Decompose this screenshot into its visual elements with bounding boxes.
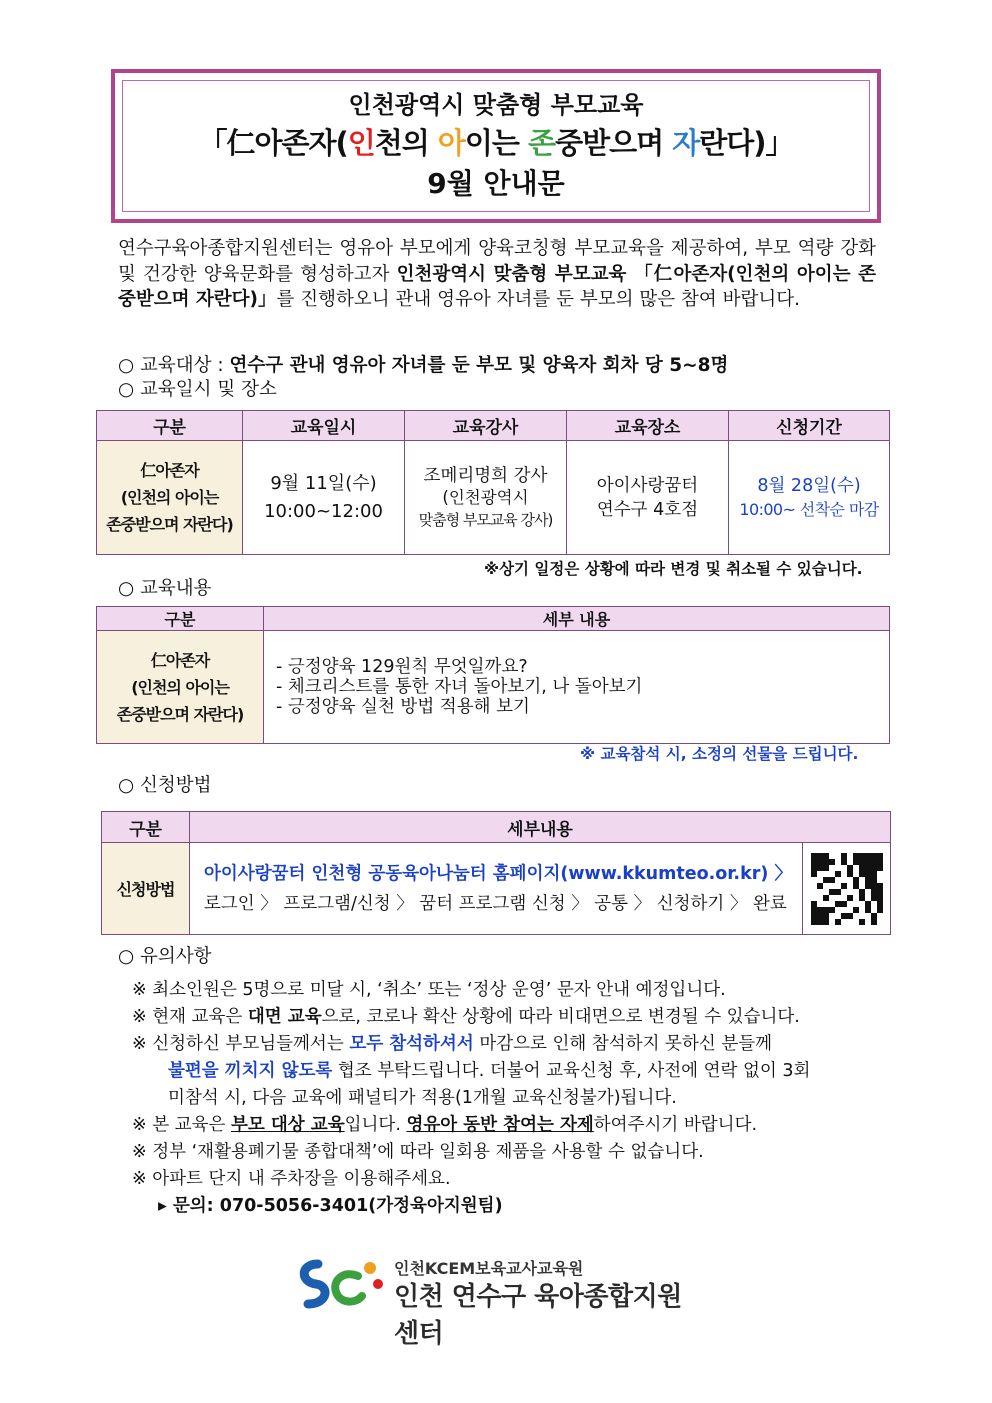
note-item-cont: 미참석 시, 다음 교육에 패널티가 적용(1개월 교육신청불가)됩니다. bbox=[168, 1088, 677, 1108]
place-line: 아이사랑꿈터 bbox=[596, 475, 699, 496]
intro-paragraph bbox=[118, 236, 876, 313]
target-value: 연수구 관내 영유아 자녀를 둔 부모 및 양육자 회차 당 5~8명 bbox=[229, 355, 729, 376]
note-item bbox=[132, 1004, 892, 1031]
schedule-period-cell bbox=[729, 441, 890, 555]
content-item: - 긍정양육 실천 방법 적용해 보기 bbox=[276, 697, 530, 717]
note-item: ※ 정부 ‘재활용폐기물 종합대책’에 따라 일회용 제품을 사용할 수 없습니다. bbox=[132, 1142, 704, 1162]
period-line: 10:00~ 선착순 마감 bbox=[739, 499, 879, 519]
note-underline: 부모 대상 교육 bbox=[230, 1115, 345, 1135]
apply-row bbox=[102, 843, 891, 935]
title-line-3: 9월 안내문 bbox=[427, 167, 565, 200]
content-heading: ○ 교육내용 bbox=[118, 578, 212, 599]
logo-main-text: 인천 연수구 육아종합지원센터 bbox=[394, 1282, 682, 1349]
note-bold: 모두 참석하셔서 bbox=[349, 1034, 474, 1054]
schedule-instructor-cell bbox=[405, 441, 567, 555]
intro-end: 를 진행하오니 관내 영유아 자녀를 둔 부모의 많은 참여 바랍니다. bbox=[276, 289, 800, 310]
program-line: (인천의 아이는 bbox=[131, 677, 229, 697]
date-line: 9월 11일(수) bbox=[270, 472, 377, 494]
program-line: (인천의 아이는 bbox=[120, 488, 219, 507]
content-header: 세부 내용 bbox=[264, 607, 890, 631]
schedule-header: 교육강사 bbox=[405, 411, 567, 441]
logo-sub-text: 인천KCEM보육교사교육원 bbox=[394, 1259, 584, 1278]
gift-note: ※ 교육참석 시, 소정의 선물을 드립니다. bbox=[580, 745, 859, 763]
title-char-4: 자 bbox=[672, 126, 700, 160]
content-item: - 긍정양육 129원칙 무엇일까요? bbox=[276, 657, 528, 677]
instructor-line: 조메리명희 강사 bbox=[423, 465, 548, 486]
center-logo bbox=[296, 1252, 706, 1349]
note-item-cont bbox=[132, 1058, 892, 1085]
instructor-line: 맞춤형 부모교육 강사) bbox=[418, 510, 553, 529]
qr-cell bbox=[803, 843, 891, 935]
apply-steps: 로그인 〉 프로그램/신청 〉 꿈터 프로그램 신청 〉 공통 〉 신청하기 〉 완료 bbox=[204, 893, 787, 914]
title-mid-2: 이는 bbox=[464, 126, 529, 160]
period-line: 8월 28일(수) bbox=[757, 475, 861, 496]
target-label: ○ 교육대상 : bbox=[118, 355, 230, 376]
note-bold: 대면 교육 bbox=[247, 1007, 322, 1027]
program-line: 존중받으며 자란다) bbox=[116, 704, 244, 724]
qr-code-icon[interactable] bbox=[811, 853, 883, 925]
apply-table bbox=[101, 811, 891, 935]
schedule-header: 구분 bbox=[97, 411, 243, 441]
program-line: 仁아존자 bbox=[150, 650, 210, 670]
sci-logo-icon bbox=[296, 1254, 388, 1312]
content-program-cell bbox=[97, 631, 264, 744]
note-text: ※ 신청하신 부모님들께서는 bbox=[132, 1034, 350, 1054]
content-item: - 체크리스트를 통한 자녀 돌아보기, 나 돌아보기 bbox=[276, 677, 643, 697]
note-text: 으로, 코로나 확산 상황에 따라 비대면으로 변경될 수 있습니다. bbox=[321, 1007, 800, 1027]
note-text: 입니다. bbox=[344, 1115, 407, 1135]
note-text: ※ 본 교육은 bbox=[132, 1115, 231, 1135]
notes-heading: ○ 유의사항 bbox=[118, 946, 212, 967]
schedule-program-cell bbox=[97, 441, 243, 555]
title-mid-1: 천의 bbox=[374, 126, 438, 160]
apply-detail-cell bbox=[190, 843, 803, 935]
apply-header-row bbox=[102, 812, 891, 843]
schedule-heading: ○ 교육일시 및 장소 bbox=[118, 379, 277, 400]
apply-label-cell: 신청방법 bbox=[102, 843, 190, 935]
title-line-2 bbox=[198, 122, 793, 164]
title-mid-3: 중받으며 bbox=[555, 126, 673, 160]
schedule-header: 신청기간 bbox=[729, 411, 890, 441]
place-line: 연수구 4호점 bbox=[596, 499, 699, 520]
program-line: 존중받으며 자란다) bbox=[106, 515, 233, 534]
intro-text: 연수구육아종합지원센터는 영유아 부모에게 양육코칭형 부모교육을 제공하여, 부모 역량 강화 및 건강한 양육문화를 형성하고자 bbox=[118, 238, 876, 285]
time-line: 10:00~12:00 bbox=[264, 500, 383, 522]
schedule-date-cell bbox=[243, 441, 405, 555]
homepage-link[interactable]: 아이사랑꿈터 인천형 공동육아나눔터 홈페이지(www.kkumteo.or.kr) 〉 bbox=[204, 863, 792, 884]
instructor-line: (인천광역시 bbox=[442, 487, 529, 507]
apply-header: 구분 bbox=[102, 812, 190, 843]
title-inner bbox=[122, 80, 870, 212]
note-item bbox=[132, 1112, 892, 1139]
contact-line: ▸ 문의: 070-5056-3401(가정육아지원팀) bbox=[158, 1196, 503, 1216]
content-table bbox=[96, 606, 890, 744]
title-box bbox=[111, 69, 881, 223]
apply-heading: ○ 신청방법 bbox=[118, 775, 212, 796]
title-char-1: 인 bbox=[347, 126, 375, 160]
intro-bold: 인천광역시 맞춤형 부모교육 「仁아존자(인천의 아이는 존중받으며 자란다)」 bbox=[118, 263, 877, 310]
note-text: 마감으로 인해 참석하지 못하신 분들께 bbox=[473, 1034, 773, 1054]
schedule-table bbox=[96, 410, 890, 555]
content-header-row bbox=[97, 607, 890, 631]
title-line-1: 인천광역시 맞춤형 부모교육 bbox=[348, 91, 644, 119]
title-prefix: 「仁아존자( bbox=[198, 126, 348, 160]
qr-module bbox=[877, 919, 883, 925]
target-line bbox=[118, 354, 728, 378]
notes-list bbox=[132, 977, 892, 1220]
content-items-cell bbox=[264, 631, 890, 744]
title-char-2: 아 bbox=[437, 126, 465, 160]
schedule-header-row bbox=[97, 411, 890, 441]
note-text: 하여주시기 바랍니다. bbox=[593, 1115, 758, 1135]
schedule-header: 교육장소 bbox=[567, 411, 729, 441]
note-bold: 불편을 끼치지 않도록 bbox=[168, 1061, 333, 1081]
apply-header: 세부내용 bbox=[190, 812, 891, 843]
content-header: 구분 bbox=[97, 607, 264, 631]
content-row bbox=[97, 631, 890, 744]
note-item: ※ 최소인원은 5명으로 미달 시, ‘취소’ 또는 ‘정상 운영’ 문자 안내 예정입니다. bbox=[132, 980, 726, 1000]
note-underline: 영유아 동반 참여는 자제 bbox=[406, 1115, 594, 1135]
note-text: 협조 부탁드립니다. 더불어 교육신청 후, 사전에 연락 없이 3회 bbox=[332, 1061, 811, 1081]
note-item: ※ 아파트 단지 내 주차장을 이용해주세요. bbox=[132, 1169, 451, 1189]
schedule-row bbox=[97, 441, 890, 555]
note-item bbox=[132, 1031, 892, 1058]
title-suffix: 란다)」 bbox=[699, 126, 794, 160]
schedule-note: ※상기 일정은 상황에 따라 변경 및 취소될 수 있습니다. bbox=[484, 560, 863, 578]
title-char-3: 존 bbox=[528, 126, 556, 160]
note-text: ※ 현재 교육은 bbox=[132, 1007, 248, 1027]
schedule-header: 교육일시 bbox=[243, 411, 405, 441]
schedule-place-cell bbox=[567, 441, 729, 555]
program-line: 仁아존자 bbox=[140, 461, 199, 480]
